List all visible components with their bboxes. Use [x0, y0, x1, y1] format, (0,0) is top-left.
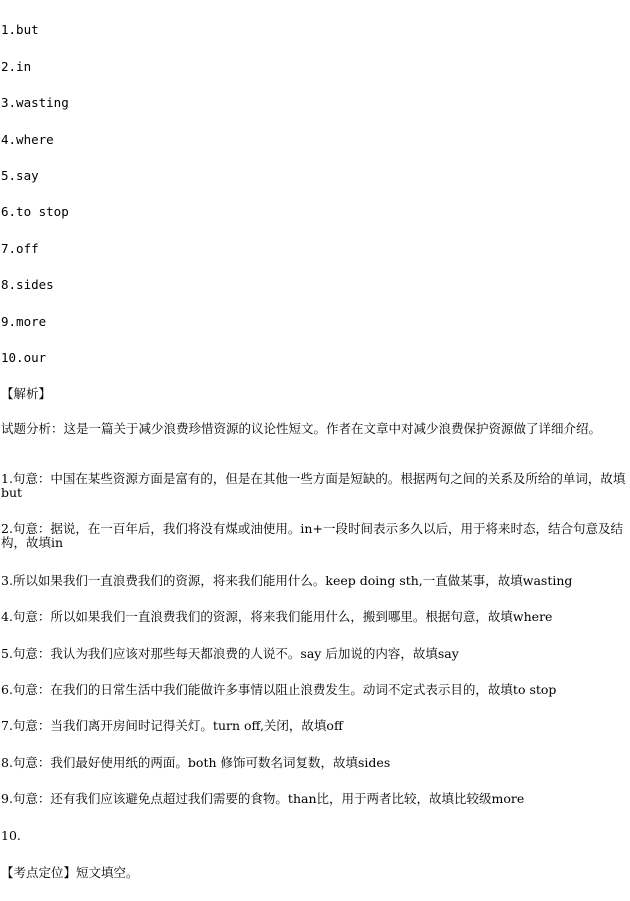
explanation-item: 7.句意：当我们离开房间时记得关灯。turn off,关闭，故填off — [1, 718, 343, 733]
answer-item: 1.but — [1, 22, 39, 37]
explanation-item: 1.句意：中国在某些资源方面是富有的，但是在其他一些方面是短缺的。根据两句之间的关系及所给的单词，故填but — [1, 471, 626, 500]
answer-item: 7.off — [1, 241, 39, 256]
explanation-item: 6.句意：在我们的日常生活中我们能做许多事情以阻止浪费发生。动词不定式表示目的，故填to stop — [1, 682, 557, 697]
explanation-item: 2.句意：据说，在一百年后，我们将没有煤或油使用。in+一段时间表示多久以后，用于将来时态，结合句意及结构，故填in — [1, 521, 623, 550]
explanation-item: 3.所以如果我们一直浪费我们的资源，将来我们能用什么。keep doing sth,一直做某事，故填wasting — [1, 573, 573, 588]
answer-item: 2.in — [1, 59, 32, 74]
answer-item: 9.more — [1, 314, 47, 329]
answer-item: 6.to stop — [1, 204, 69, 219]
answer-item: 5.say — [1, 168, 39, 183]
explanation-item: 9.句意：还有我们应该避免点超过我们需要的食物。than比，用于两者比较，故填比较级more — [1, 791, 525, 806]
answer-item: 3.wasting — [1, 95, 69, 110]
analysis-heading: 【解析】 — [1, 386, 52, 401]
explanation-item: 8.句意：我们最好使用纸的两面。both 修饰可数名词复数，故填sides — [1, 755, 391, 770]
explanation-item: 5.句意：我认为我们应该对那些每天都浪费的人说不。say 后加说的内容，故填say — [1, 646, 459, 661]
kaodian-line: 【考点定位】短文填空。 — [1, 865, 139, 880]
explanation-item: 10. — [1, 828, 21, 843]
answer-item: 8.sides — [1, 277, 54, 292]
explanation-item: 4.句意：所以如果我们一直浪费我们的资源，将来我们能用什么，搬到哪里。根据句意，故填where — [1, 609, 553, 624]
answer-item: 10.our — [1, 350, 47, 365]
answer-item: 4.where — [1, 132, 54, 147]
summary-paragraph: 试题分析：这是一篇关于减少浪费珍惜资源的议论性短文。作者在文章中对减少浪费保护资源做了详细介绍。 — [1, 421, 602, 436]
